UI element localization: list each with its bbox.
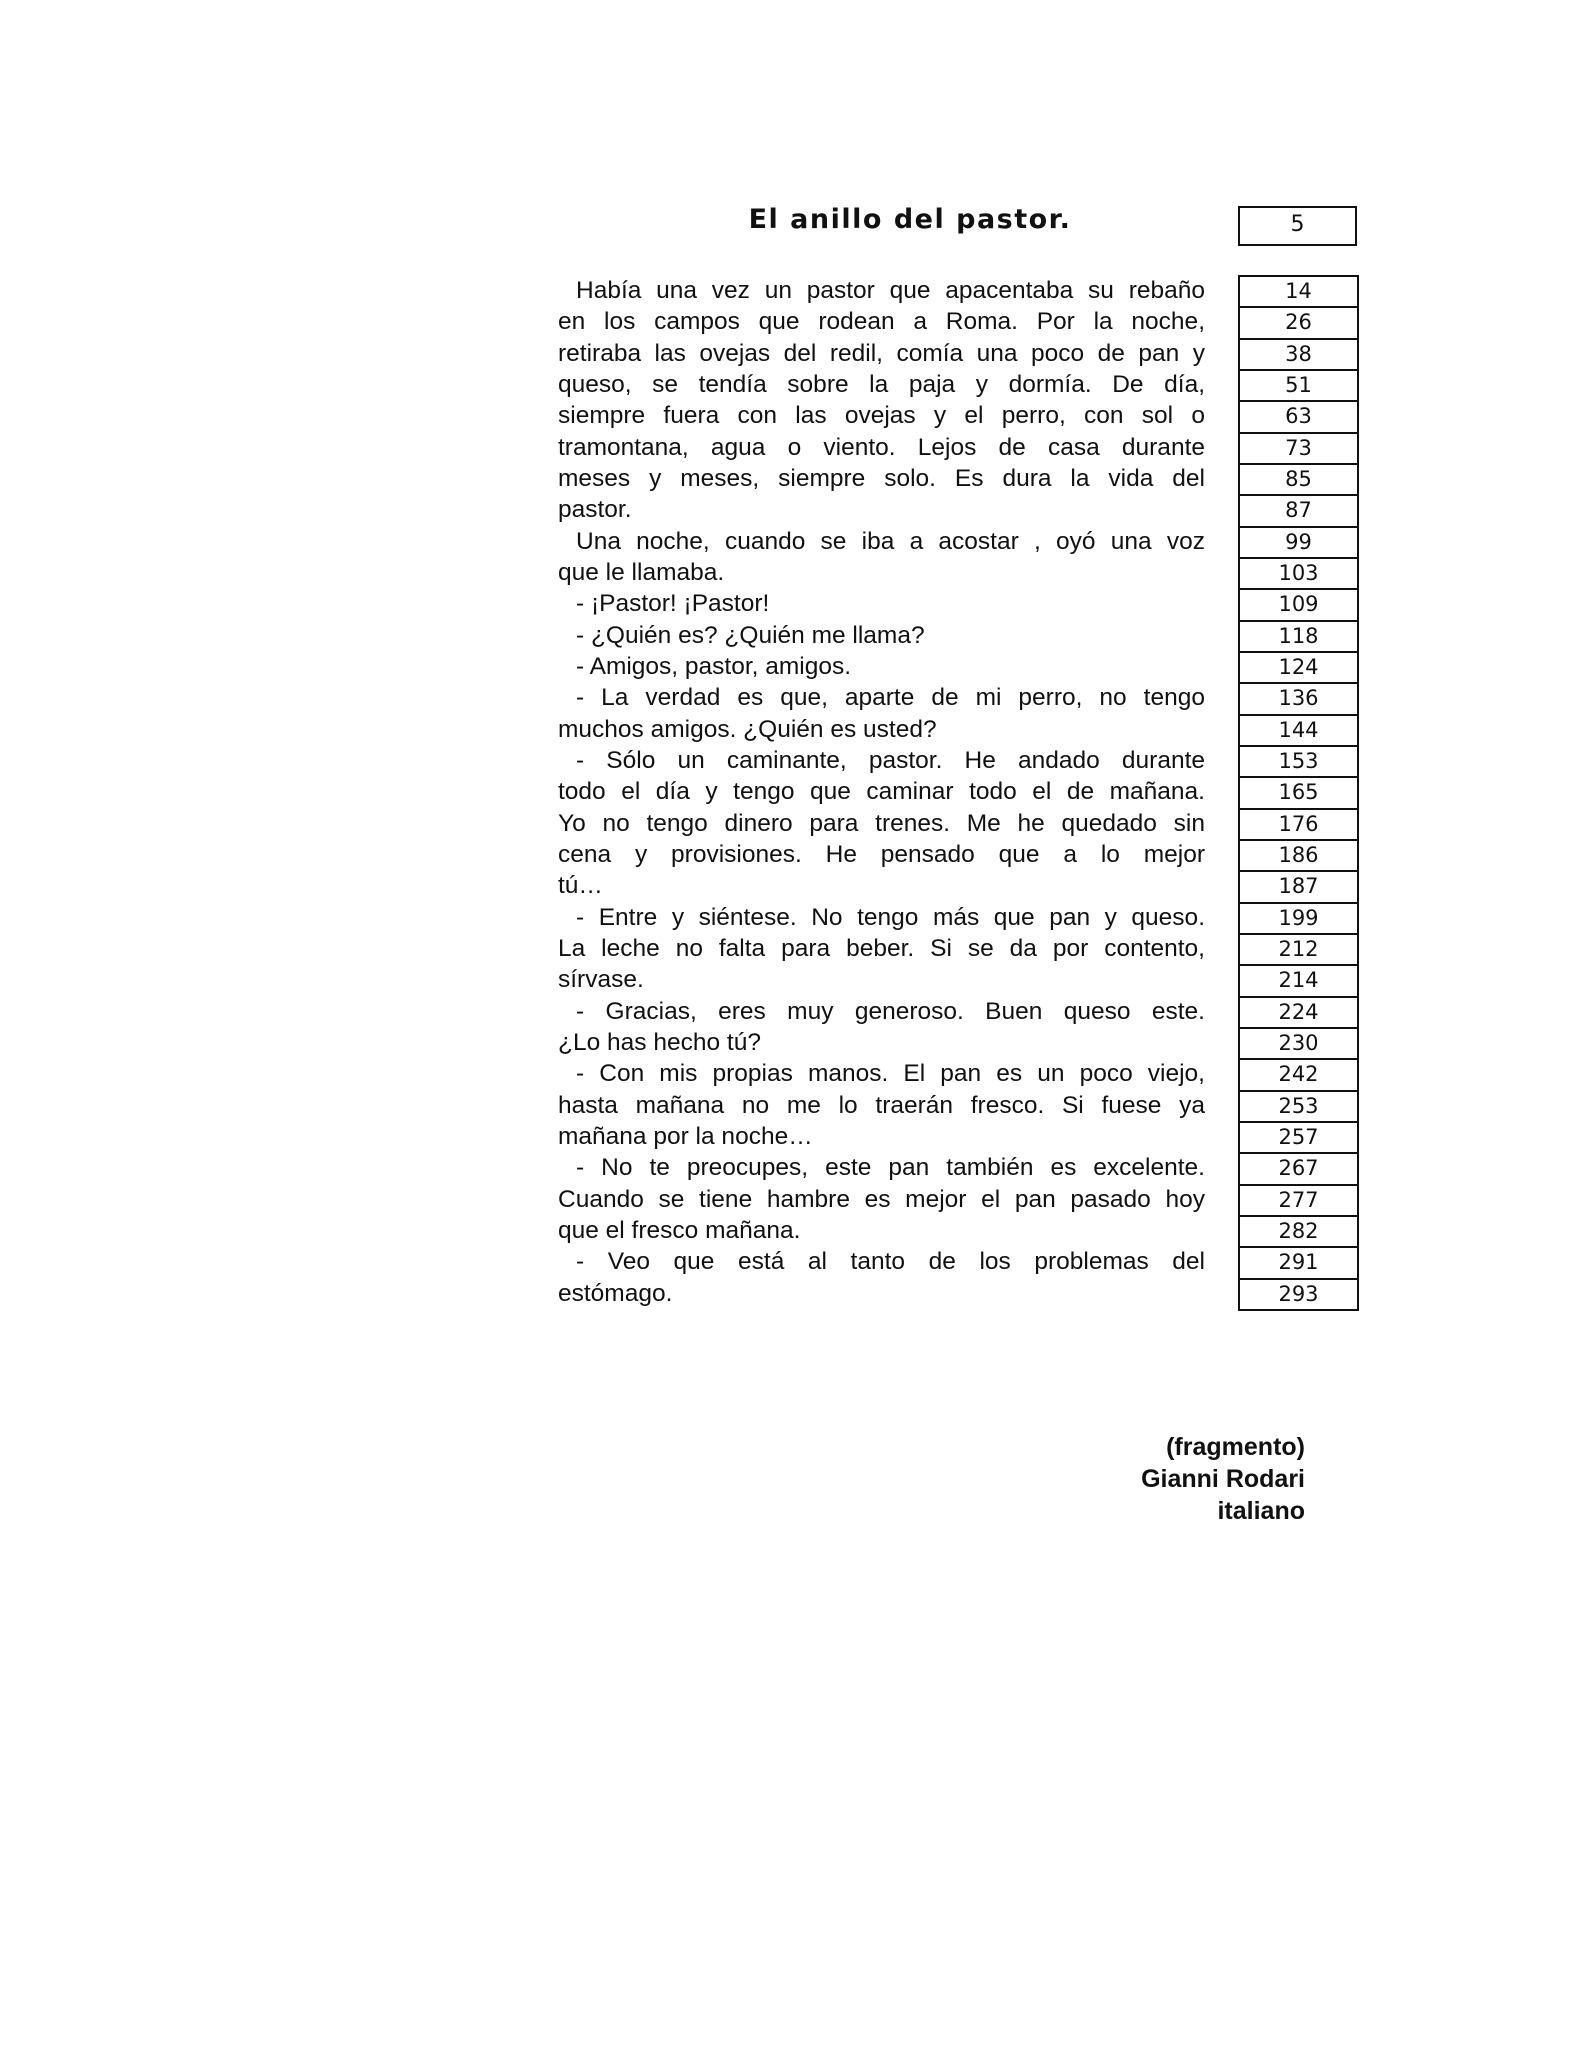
cumulative-word-count: 267 bbox=[1240, 1152, 1357, 1183]
cumulative-word-count: 257 bbox=[1240, 1121, 1357, 1152]
text-line: Había una vez un pastor que apacentaba su rebaño bbox=[576, 277, 1205, 304]
cumulative-word-count: 282 bbox=[1240, 1215, 1357, 1246]
document-title: El anillo del pastor. bbox=[748, 204, 1072, 235]
cumulative-word-count: 230 bbox=[1240, 1027, 1357, 1058]
text-line: La leche no falta para beber. Si se da por contento, bbox=[558, 934, 1205, 962]
cumulative-word-count: 73 bbox=[1240, 432, 1357, 463]
cumulative-word-count: 199 bbox=[1240, 902, 1357, 933]
text-line: - No te preocupes, este pan también es excelente. bbox=[576, 1154, 1205, 1182]
cumulative-word-count: 242 bbox=[1240, 1058, 1357, 1089]
cumulative-word-count: 109 bbox=[1240, 588, 1357, 619]
cumulative-word-count: 277 bbox=[1240, 1184, 1357, 1215]
cumulative-word-count: 87 bbox=[1240, 494, 1357, 525]
cumulative-word-count: 14 bbox=[1240, 275, 1357, 306]
text-line: Una noche, cuando se iba a acostar , oyó una voz bbox=[576, 527, 1205, 555]
cumulative-word-count: 214 bbox=[1240, 964, 1357, 995]
text-line: - ¡Pastor! ¡Pastor! bbox=[576, 590, 770, 618]
cumulative-word-count: 291 bbox=[1240, 1246, 1357, 1277]
author-name: Gianni Rodari bbox=[1141, 1465, 1305, 1493]
cumulative-word-count: 176 bbox=[1240, 808, 1357, 839]
text-line: Yo no tengo dinero para trenes. Me he quedado sin bbox=[558, 809, 1205, 837]
cumulative-word-count: 38 bbox=[1240, 338, 1357, 369]
text-line: - Entre y siéntese. No tengo más que pan y queso. bbox=[576, 903, 1205, 931]
text-line: Cuando se tiene hambre es mejor el pan pasado hoy bbox=[558, 1185, 1205, 1213]
text-line: muchos amigos. ¿Quién es usted? bbox=[558, 715, 937, 743]
cumulative-word-count: 224 bbox=[1240, 996, 1357, 1027]
cumulative-word-count: 118 bbox=[1240, 620, 1357, 651]
text-line: - Amigos, pastor, amigos. bbox=[576, 652, 852, 680]
text-line: estómago. bbox=[558, 1279, 673, 1307]
text-line: cena y provisiones. He pensado que a lo mejor bbox=[558, 840, 1205, 868]
cumulative-word-count: 153 bbox=[1240, 745, 1357, 776]
cumulative-word-count: 51 bbox=[1240, 369, 1357, 400]
text-line: queso, se tendía sobre la paja y dormía. De día, bbox=[558, 370, 1205, 398]
text-line: retiraba las ovejas del redil, comía una poco de pan y bbox=[558, 339, 1205, 367]
cumulative-word-count: 187 bbox=[1240, 870, 1357, 901]
text-line: en los campos que rodean a Roma. Por la noche, bbox=[558, 308, 1205, 336]
text-line: que le llamaba. bbox=[558, 558, 725, 586]
story-text bbox=[558, 275, 1205, 1309]
author-nationality: italiano bbox=[1217, 1497, 1305, 1525]
cumulative-word-count: 186 bbox=[1240, 839, 1357, 870]
text-line: sírvase. bbox=[558, 966, 644, 994]
cumulative-word-count: 124 bbox=[1240, 651, 1357, 682]
text-line: - Con mis propias manos. El pan es un poco viejo, bbox=[576, 1060, 1205, 1088]
text-line: pastor. bbox=[558, 496, 632, 524]
text-line: meses y meses, siempre solo. Es dura la vida del bbox=[558, 464, 1205, 492]
cumulative-word-count: 253 bbox=[1240, 1090, 1357, 1121]
cumulative-word-count: 26 bbox=[1240, 306, 1357, 337]
attribution bbox=[1141, 1431, 1305, 1527]
fragment-note: (fragmento) bbox=[1166, 1433, 1305, 1461]
text-line: siempre fuera con las ovejas y el perro, con sol o bbox=[558, 402, 1205, 430]
text-line: mañana por la noche… bbox=[558, 1122, 813, 1150]
cumulative-word-count: 103 bbox=[1240, 557, 1357, 588]
word-count-column bbox=[1238, 275, 1359, 1311]
cumulative-word-count: 136 bbox=[1240, 682, 1357, 713]
text-line: - ¿Quién es? ¿Quién me llama? bbox=[576, 621, 925, 649]
text-line: hasta mañana no me lo traerán fresco. Si fuese ya bbox=[558, 1091, 1205, 1119]
text-line: ¿Lo has hecho tú? bbox=[558, 1028, 761, 1056]
cumulative-word-count: 99 bbox=[1240, 526, 1357, 557]
text-line: tramontana, agua o viento. Lejos de casa durante bbox=[558, 433, 1205, 461]
text-line: que el fresco mañana. bbox=[558, 1216, 801, 1244]
cumulative-word-count: 165 bbox=[1240, 776, 1357, 807]
title-word-count: 5 bbox=[1238, 206, 1357, 246]
cumulative-word-count: 144 bbox=[1240, 714, 1357, 745]
text-line: - Gracias, eres muy generoso. Buen queso este. bbox=[576, 997, 1205, 1025]
text-line: tú… bbox=[558, 872, 603, 900]
text-line: - Veo que está al tanto de los problemas del bbox=[576, 1248, 1205, 1276]
cumulative-word-count: 212 bbox=[1240, 933, 1357, 964]
cumulative-word-count: 85 bbox=[1240, 463, 1357, 494]
text-line: - Sólo un caminante, pastor. He andado durante bbox=[576, 746, 1205, 774]
text-line: todo el día y tengo que caminar todo el de mañana. bbox=[558, 778, 1205, 806]
cumulative-word-count: 63 bbox=[1240, 400, 1357, 431]
text-line: - La verdad es que, aparte de mi perro, no tengo bbox=[576, 684, 1205, 712]
cumulative-word-count: 293 bbox=[1240, 1278, 1357, 1309]
